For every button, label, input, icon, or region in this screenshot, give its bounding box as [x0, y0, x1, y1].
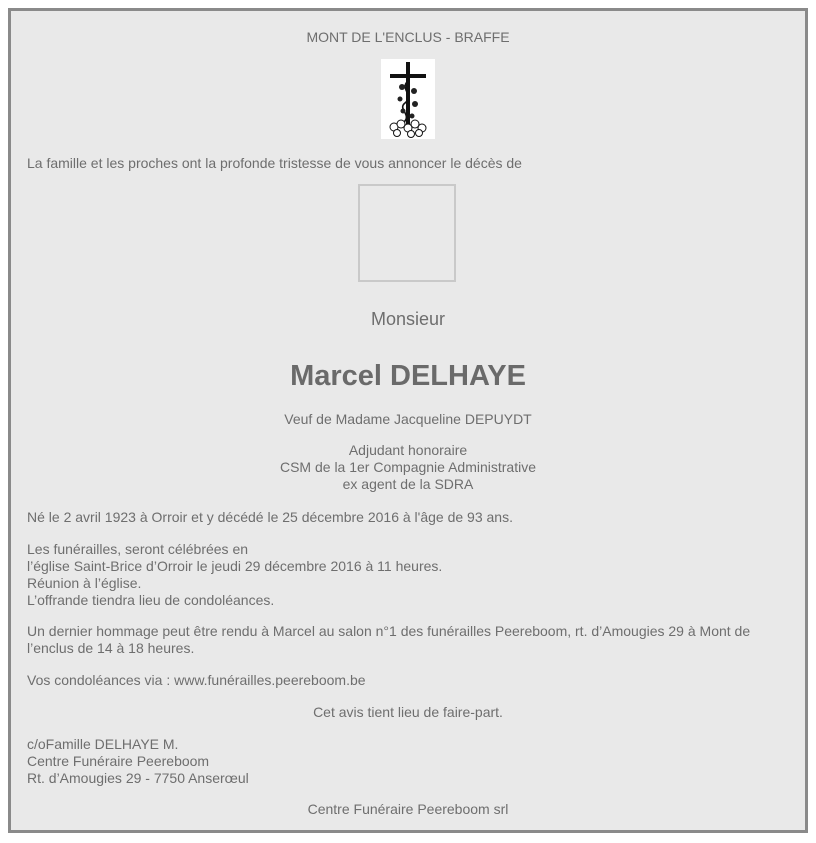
address-line: Centre Funéraire Peereboom — [27, 753, 210, 769]
condolences-link[interactable]: Vos condoléances via : www.funérailles.peereboom.be — [27, 672, 366, 688]
qualification-line: CSM de la 1er Compagnie Administrative — [279, 459, 536, 475]
cross-icon — [381, 59, 435, 139]
address-line: Rt. d’Amougies 29 - 7750 Anserœul — [27, 770, 249, 786]
deceased-name: Marcel DELHAYE — [290, 360, 526, 392]
birth-death-text: Né le 2 avril 1923 à Orroir et y décédé le 25 décembre 2016 à l'âge de 93 ans. — [27, 509, 513, 525]
qualification-line: Adjudant honoraire — [348, 442, 468, 458]
photo-placeholder — [358, 184, 456, 282]
spouse-line: Veuf de Madame Jacqueline DEPUYDT — [284, 411, 532, 427]
hommage-line: Un dernier hommage peut être rendu à Marcel au salon n°1 des funérailles Peereboom, rt. d’Amougies 29 à Mont de — [27, 623, 751, 639]
obituary-card — [8, 8, 808, 833]
hommage-text — [27, 623, 789, 657]
funeral-line: l’église Saint-Brice d’Orroir le jeudi 29 décembre 2016 à 11 heures. — [27, 558, 443, 574]
address-line: c/oFamille DELHAYE M. — [27, 736, 179, 752]
qualification-line: ex agent de la SDRA — [342, 476, 474, 492]
qualifications-block — [27, 442, 789, 493]
hommage-line: l’enclus de 14 à 18 heures. — [27, 640, 195, 656]
notice-text: Cet avis tient lieu de faire-part. — [313, 704, 503, 720]
company-footer: Centre Funéraire Peereboom srl — [307, 801, 509, 817]
contact-address — [27, 736, 789, 787]
funeral-line: L’offrande tiendra lieu de condoléances. — [27, 592, 275, 608]
announcement-text: La famille et les proches ont la profonde tristesse de vous annoncer le décès de — [27, 155, 522, 171]
funeral-line: Réunion à l’église. — [27, 575, 142, 591]
funeral-line: Les funérailles, seront célébrées en — [27, 541, 249, 557]
funeral-details — [27, 541, 789, 609]
deceased-title: Monsieur — [370, 309, 446, 329]
location-heading: MONT DE L'ENCLUS - BRAFFE — [306, 29, 510, 45]
